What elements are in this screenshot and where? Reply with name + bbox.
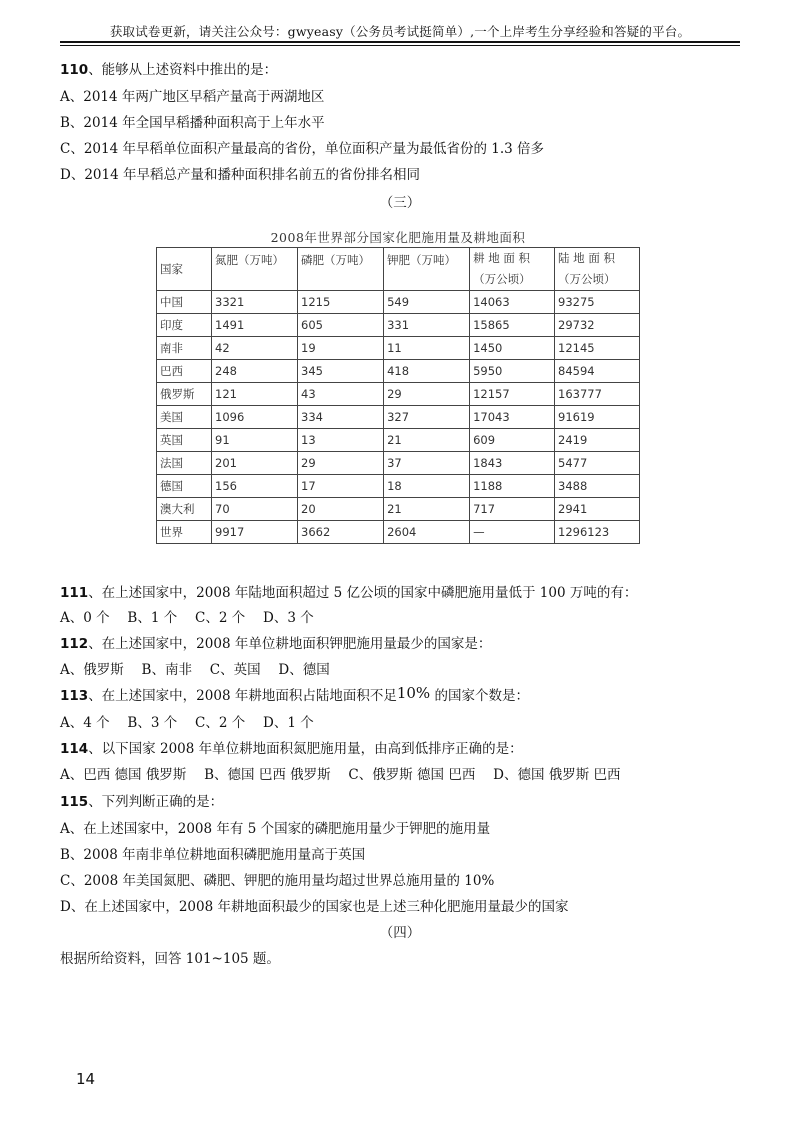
- value-cell: 248: [212, 360, 298, 383]
- value-cell: 156: [212, 475, 298, 498]
- header-phosphate: 磷肥（万吨）: [298, 248, 384, 291]
- value-cell: 15865: [470, 314, 555, 337]
- option-a: A、2014 年两广地区早稻产量高于两湖地区: [60, 89, 325, 105]
- country-cell: 世界: [157, 521, 212, 544]
- question-number: 115: [60, 794, 89, 810]
- table-row: [157, 337, 640, 360]
- value-cell: 1188: [470, 475, 555, 498]
- value-cell: 13: [298, 429, 384, 452]
- value-cell: 29732: [555, 314, 640, 337]
- value-cell: 2941: [555, 498, 640, 521]
- value-cell: 334: [298, 406, 384, 429]
- value-cell: 1296123: [555, 521, 640, 544]
- table-row: [157, 429, 640, 452]
- question-stem: 、在上述国家中，2008 年单位耕地面积钾肥施用量最少的国家是：: [88, 636, 492, 652]
- subheader-arable-unit: （万公顷）: [470, 268, 555, 291]
- value-cell: 18: [384, 475, 470, 498]
- value-cell: 3321: [212, 291, 298, 314]
- value-cell: 21: [384, 429, 470, 452]
- country-cell: 俄罗斯: [157, 383, 212, 406]
- question-stem: 、在上述国家中，2008 年耕地面积占陆地面积不足: [88, 688, 397, 704]
- country-cell: 英国: [157, 429, 212, 452]
- value-cell: 717: [470, 498, 555, 521]
- page-number: 14: [76, 1070, 96, 1088]
- value-cell: 1215: [298, 291, 384, 314]
- option-c: C、2008 年美国氮肥、磷肥、钾肥的施用量均超过世界总施用量的 10%: [60, 873, 495, 889]
- value-cell: 201: [212, 452, 298, 475]
- question-114: [60, 737, 523, 757]
- country-cell: 法国: [157, 452, 212, 475]
- table-row: [157, 314, 640, 337]
- question-stem: 、下列判断正确的是：: [88, 794, 224, 810]
- table-row: [157, 360, 640, 383]
- country-cell: 中国: [157, 291, 212, 314]
- question-number: 113: [60, 688, 89, 704]
- value-cell: 12145: [555, 337, 640, 360]
- question-111: [60, 581, 637, 601]
- question-number: 111: [60, 585, 89, 601]
- country-cell: 澳大利: [157, 498, 212, 521]
- subheader-land-unit: （万公顷）: [555, 268, 640, 291]
- option-d: D、在上述国家中，2008 年耕地面积最少的国家也是上述三种化肥施用量最少的国家: [60, 899, 569, 915]
- value-cell: 29: [298, 452, 384, 475]
- country-cell: 巴西: [157, 360, 212, 383]
- country-cell: 德国: [157, 475, 212, 498]
- table-row: [157, 452, 640, 475]
- header-nitrogen: 氮肥（万吨）: [212, 248, 298, 291]
- value-cell: 14063: [470, 291, 555, 314]
- value-cell: 37: [384, 452, 470, 475]
- value-cell: 609: [470, 429, 555, 452]
- value-cell: 17043: [470, 406, 555, 429]
- option-d: D、2014 年早稻总产量和播种面积排名前五的省份排名相同: [60, 167, 420, 183]
- question-112: [60, 632, 491, 652]
- table-row: [157, 498, 640, 521]
- options-112: A、俄罗斯 B、南非 C、英国 D、德国: [60, 662, 330, 678]
- header-rule-thin: [60, 45, 740, 46]
- header-land-area: 陆 地 面 积: [555, 248, 640, 269]
- table-row: [157, 291, 640, 314]
- option-b: B、2014 年全国早稻播种面积高于上年水平: [60, 115, 325, 131]
- question-stem: 、在上述国家中，2008 年陆地面积超过 5 亿公顷的国家中磷肥施用量低于 100 万吨的有：: [88, 585, 638, 601]
- value-cell: 84594: [555, 360, 640, 383]
- options-113: A、4 个 B、3 个 C、2 个 D、1 个: [60, 715, 314, 731]
- value-cell: 9917: [212, 521, 298, 544]
- value-cell: 345: [298, 360, 384, 383]
- value-cell: 70: [212, 498, 298, 521]
- question-number: 114: [60, 741, 89, 757]
- value-cell: 5477: [555, 452, 640, 475]
- value-cell: 1843: [470, 452, 555, 475]
- value-cell: 12157: [470, 383, 555, 406]
- options-114: A、巴西 德国 俄罗斯 B、德国 巴西 俄罗斯 C、俄罗斯 德国 巴西 D、德国 俄罗斯 巴西: [60, 767, 621, 783]
- header-country: 国家: [157, 248, 212, 291]
- question-stem: 、以下国家 2008 年单位耕地面积氮肥施用量，由高到低排序正确的是：: [88, 741, 523, 757]
- value-cell: 1491: [212, 314, 298, 337]
- value-cell: 163777: [555, 383, 640, 406]
- value-cell: 605: [298, 314, 384, 337]
- value-cell: 2604: [384, 521, 470, 544]
- value-cell: 121: [212, 383, 298, 406]
- table-row: [157, 406, 640, 429]
- value-cell: 418: [384, 360, 470, 383]
- value-cell: 20: [298, 498, 384, 521]
- fertilizer-table: [156, 247, 640, 544]
- value-cell: 29: [384, 383, 470, 406]
- value-cell: 42: [212, 337, 298, 360]
- value-cell: —: [470, 521, 555, 544]
- value-cell: 17: [298, 475, 384, 498]
- question-stem-end: 的国家个数是：: [430, 688, 529, 704]
- page-header: 获取试卷更新，请关注公众号：gwyeasy（公务员考试挺简单）,一个上岸考生分享经验和答疑的平台。: [109, 24, 691, 39]
- section-intro: 根据所给资料，回答 101~105 题。: [60, 951, 280, 967]
- table-title: 2008年世界部分国家化肥施用量及耕地面积: [270, 230, 526, 245]
- question-115: [60, 790, 223, 810]
- table-row: [157, 475, 640, 498]
- value-cell: 11: [384, 337, 470, 360]
- percent-value: 10%: [396, 684, 431, 702]
- value-cell: 1450: [470, 337, 555, 360]
- value-cell: 43: [298, 383, 384, 406]
- country-cell: 印度: [157, 314, 212, 337]
- value-cell: 21: [384, 498, 470, 521]
- value-cell: 2419: [555, 429, 640, 452]
- value-cell: 19: [298, 337, 384, 360]
- value-cell: 93275: [555, 291, 640, 314]
- header-arable-area: 耕 地 面 积: [470, 248, 555, 269]
- table-row: [157, 383, 640, 406]
- value-cell: 91619: [555, 406, 640, 429]
- section-heading-4: （四）: [379, 925, 421, 941]
- value-cell: 91: [212, 429, 298, 452]
- question-number: 110: [60, 62, 89, 78]
- header-rule: [60, 41, 740, 43]
- country-cell: 美国: [157, 406, 212, 429]
- question-110: [60, 58, 277, 78]
- value-cell: 5950: [470, 360, 555, 383]
- value-cell: 327: [384, 406, 470, 429]
- table-row: [157, 521, 640, 544]
- value-cell: 331: [384, 314, 470, 337]
- options-111: A、0 个 B、1 个 C、2 个 D、3 个: [60, 610, 314, 626]
- value-cell: 549: [384, 291, 470, 314]
- value-cell: 1096: [212, 406, 298, 429]
- question-113: [60, 684, 529, 704]
- country-cell: 南非: [157, 337, 212, 360]
- section-heading-3: （三）: [379, 195, 421, 211]
- question-stem: 、能够从上述资料中推出的是：: [88, 62, 278, 78]
- option-c: C、2014 年早稻单位面积产量最高的省份，单位面积产量为最低省份的 1.3 倍多: [60, 141, 545, 157]
- option-a: A、在上述国家中，2008 年有 5 个国家的磷肥施用量少于钾肥的施用量: [60, 821, 491, 837]
- header-potash: 钾肥（万吨）: [384, 248, 470, 291]
- question-number: 112: [60, 636, 89, 652]
- value-cell: 3662: [298, 521, 384, 544]
- table-header-row: [157, 248, 640, 269]
- option-b: B、2008 年南非单位耕地面积磷肥施用量高于英国: [60, 847, 366, 863]
- value-cell: 3488: [555, 475, 640, 498]
